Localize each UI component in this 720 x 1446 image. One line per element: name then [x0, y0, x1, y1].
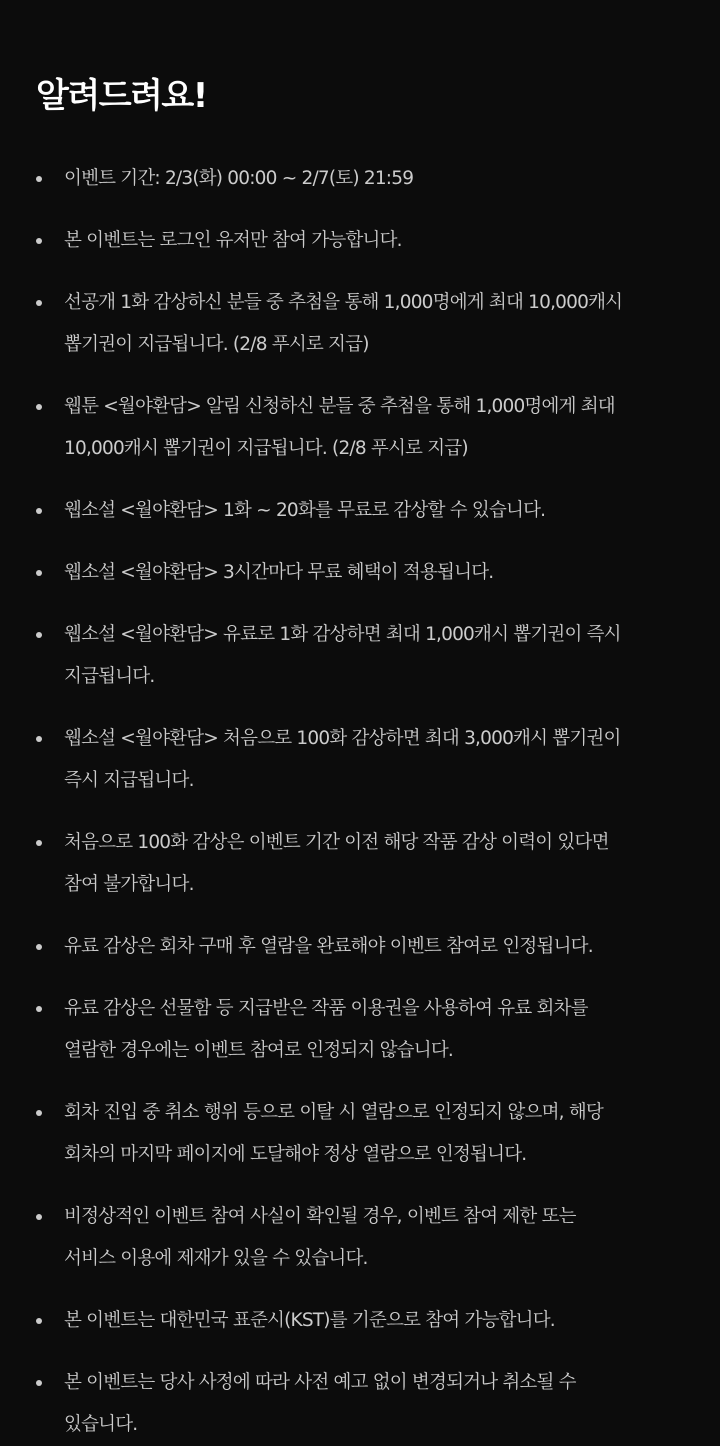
- notice-item: [36, 1300, 684, 1342]
- notice-item-text: 웹소설 <월야환담> 3시간마다 무료 혜택이 적용됩니다.: [64, 562, 494, 583]
- bullet-icon: [36, 736, 42, 742]
- notice-item-text: 웹소설 <월야환담> 처음으로 100화 감상하면 최대 3,000캐시 뽑기권이: [64, 728, 621, 749]
- notice-item-text: 이벤트 기간: 2/3(화) 00:00 ~ 2/7(토) 21:59: [64, 168, 414, 189]
- bullet-icon: [36, 1318, 42, 1324]
- notice-item-text: 웹툰 <월야환담> 알림 신청하신 분들 중 추첨을 통해 1,000명에게 최대: [64, 396, 615, 417]
- bullet-icon: [36, 508, 42, 514]
- notice-item-text: 처음으로 100화 감상은 이벤트 기간 이전 해당 작품 감상 이력이 있다면: [64, 832, 609, 853]
- bullet-icon: [36, 1214, 42, 1220]
- notice-item-text: 즉시 지급됩니다.: [64, 770, 194, 791]
- notice-item: [36, 718, 684, 802]
- bullet-icon: [36, 1380, 42, 1386]
- bullet-icon: [36, 404, 42, 410]
- notice-item: [36, 1362, 684, 1446]
- bullet-icon: [36, 1006, 42, 1012]
- notice-item: [36, 1092, 684, 1176]
- notice-item: [36, 822, 684, 906]
- notice-item: [36, 1196, 684, 1280]
- notice-item: [36, 926, 684, 968]
- notice-item: [36, 552, 684, 594]
- notice-item-text: 열람한 경우에는 이벤트 참여로 인정되지 않습니다.: [64, 1040, 453, 1061]
- notice-item: [36, 988, 684, 1072]
- bullet-icon: [36, 570, 42, 576]
- bullet-icon: [36, 238, 42, 244]
- bullet-icon: [36, 300, 42, 306]
- notice-item: [36, 614, 684, 698]
- notice-item-text: 선공개 1화 감상하신 분들 중 추첨을 통해 1,000명에게 최대 10,000캐시: [64, 292, 623, 313]
- notice-item: [36, 220, 684, 262]
- notice-item-text: 본 이벤트는 로그인 유저만 참여 가능합니다.: [64, 230, 402, 251]
- notice-item-text: 있습니다.: [64, 1414, 138, 1435]
- notice-item-text: 유료 감상은 선물함 등 지급받은 작품 이용권을 사용하여 유료 회차를: [64, 998, 588, 1019]
- notice-item-text: 10,000캐시 뽑기권이 지급됩니다. (2/8 푸시로 지급): [64, 438, 468, 459]
- notice-list: [36, 158, 684, 1446]
- notice-item-text: 회차 진입 중 취소 행위 등으로 이탈 시 열람으로 인정되지 않으며, 해당: [64, 1102, 603, 1123]
- notice-item-text: 웹소설 <월야환담> 1화 ~ 20화를 무료로 감상할 수 있습니다.: [64, 500, 546, 521]
- notice-item-text: 비정상적인 이벤트 참여 사실이 확인될 경우, 이벤트 참여 제한 또는: [64, 1206, 576, 1227]
- notice-item: [36, 158, 684, 200]
- notice-item-text: 회차의 마지막 페이지에 도달해야 정상 열람으로 인정됩니다.: [64, 1144, 527, 1165]
- notice-item-text: 웹소설 <월야환담> 유료로 1화 감상하면 최대 1,000캐시 뽑기권이 즉시: [64, 624, 621, 645]
- bullet-icon: [36, 944, 42, 950]
- notice-title: 알려드려요!: [36, 76, 207, 116]
- bullet-icon: [36, 840, 42, 846]
- notice-item-text: 참여 불가합니다.: [64, 874, 194, 895]
- bullet-icon: [36, 176, 42, 182]
- notice-item-text: 유료 감상은 회차 구매 후 열람을 완료해야 이벤트 참여로 인정됩니다.: [64, 936, 593, 957]
- notice-item-text: 지급됩니다.: [64, 666, 155, 687]
- bullet-icon: [36, 1110, 42, 1116]
- notice-item-text: 서비스 이용에 제재가 있을 수 있습니다.: [64, 1248, 368, 1269]
- bullet-icon: [36, 632, 42, 638]
- notice-item: [36, 386, 684, 470]
- notice-item: [36, 490, 684, 532]
- notice-item-text: 본 이벤트는 당사 사정에 따라 사전 예고 없이 변경되거나 취소될 수: [64, 1372, 576, 1393]
- notice-item-text: 본 이벤트는 대한민국 표준시(KST)를 기준으로 참여 가능합니다.: [64, 1310, 555, 1331]
- notice-item: [36, 282, 684, 366]
- notice-item-text: 뽑기권이 지급됩니다. (2/8 푸시로 지급): [64, 334, 369, 355]
